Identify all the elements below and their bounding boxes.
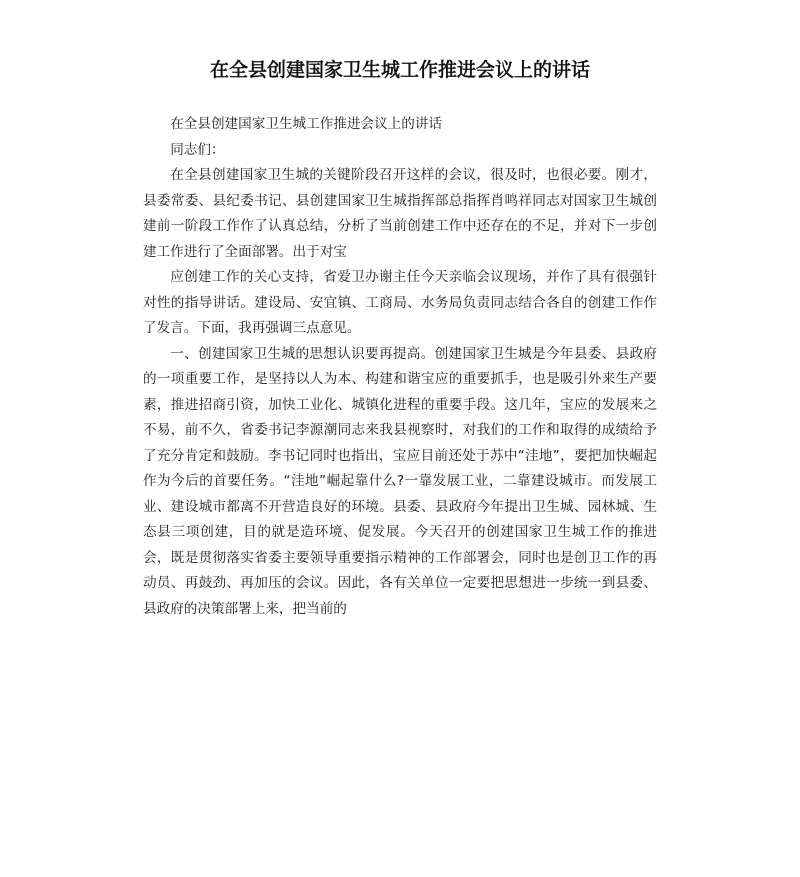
paragraph-salutation: 同志们： bbox=[170, 141, 225, 158]
paragraph-point-one: 一、创建国家卫生城的思想认识要再提高。创建国家卫生城是今年县委、县政府的一项重要工作，是坚持以人为本、构建和谐宝应的重要抓手，也是吸引外来生产要素，推进招商引资，加快工业化、城镇化进程的重要手段。这几年，宝应的发展来之不易，前不久，省委书记李源潮同志来我县视察时，对我们的工作和取得的成绩给予了充分肯定和鼓励。李书记同时也指出，宝应目前还处于苏中“洼地”，要把加快崛起作为今后的首要任务。“洼地”崛起靠什么?一靠发展工业，二靠建设城市。而发展工业、建设城市都离不开营造良好的环境。县委、县政府今年提出卫生城、园林城、生态县三项创建，目的就是造环境、促发展。今天召开的创建国家卫生城工作的推进会，既是贯彻落实省委主要领导重要指示精神的工作部署会，同时也是创卫工作的再动员、再鼓劲、再加压的会议。因此，各有关单位一定要把思想进一步统一到县委、县政府的决策部署上来，把当前的 bbox=[143, 345, 657, 617]
paragraph-opening: 在全县创建国家卫生城的关键阶段召开这样的会议，很及时，也很必要。刚才，县委常委、县纪委书记、县创建国家卫生城指挥部总指挥肖鸣祥同志对国家卫生城创建前一阶段工作作了认真总结，分析了当前创建工作中还存在的不足，并对下一步创建工作进行了全面部署。出于对宝 bbox=[143, 167, 657, 260]
paragraph-subtitle: 在全县创建国家卫生城工作推进会议上的讲话 bbox=[170, 116, 443, 132]
document-body bbox=[143, 112, 657, 622]
document-title: 在全县创建国家卫生城工作推进会议上的讲话 bbox=[209, 59, 590, 81]
paragraph-support: 应创建工作的关心支持，省爱卫办谢主任今天亲临会议现场，并作了具有很强针对性的指导讲话。建设局、安宜镇、工商局、水务局负责同志结合各自的创建工作作了发言。下面，我再强调三点意见。 bbox=[143, 269, 657, 336]
